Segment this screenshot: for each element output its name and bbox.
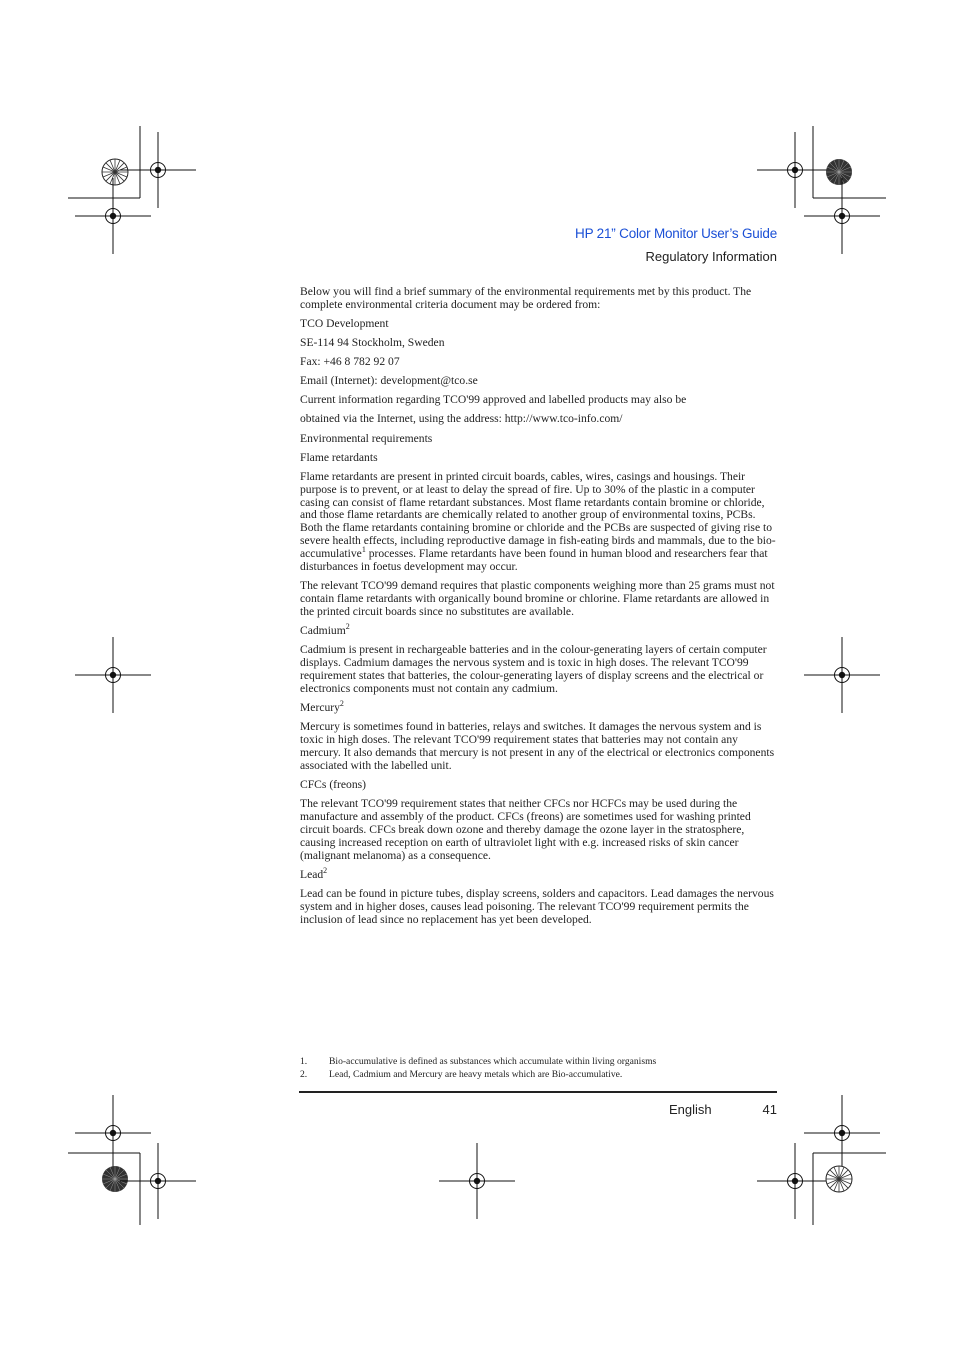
cadmium-paragraph: Cadmium is present in rechargeable batteries and in the colour-generating layers of certain computer displays. Cadmium damages the nervous system and is toxic in high doses. The relevant TCO'99 requirement states that batteries, the colour-generating layers of display screens and the electrical or electronics components must not contain any cadmium. (300, 643, 767, 695)
current-info-line-1: Current information regarding TCO'99 approved and labelled products may also be (300, 393, 687, 407)
footnote-number: 1. (300, 1056, 308, 1067)
flame-retardants-paragraph (300, 471, 777, 574)
flame-text-a: Flame retardants are present in printed circuit boards, cables, wires, casings and housings. Their purpose is to prevent, or at least to delay the spread of fire. Up to 30% of the plastic in a computer casing can consist of flame retardant substances. Most flame retardants contain bromine or chloride, and those flame retardants are chemically related to another group of environmental toxins, PCBs. Both the flame retardants containing bromine or chloride and the PCBs are suspected of giving rise to severe health effects, including reproductive damage in fish-eating birds and mammals, due to the bio-accumulative (300, 469, 776, 561)
footnote-ref-2: 2 (323, 865, 328, 875)
flame-text-b: processes. Flame retardants have been found in human blood and researchers fear that disturbances in foetus development may occur. (300, 547, 768, 574)
footer-rule (299, 1091, 777, 1093)
footnote-ref-2: 2 (339, 699, 344, 708)
running-header-title: HP 21” Color Monitor User’s Guide (575, 226, 777, 241)
lead-paragraph: Lead can be found in picture tubes, display screens, solders and capacitors. Lead damages the nervous system and in higher doses, causes lead poisoning. The relevant TCO'99 requirement permits the inclusion of lead since no replacement has yet been developed. (300, 886, 774, 926)
email-address: Email (Internet): development@tco.se (300, 374, 478, 388)
footnote-text: Lead, Cadmium and Mercury are heavy metals which are Bio-accumulative. (329, 1069, 623, 1080)
environmental-requirements-heading: Environmental requirements (300, 431, 433, 445)
flame-demand-paragraph: The relevant TCO'99 demand requires that plastic components weighing more than 25 grams must not contain flame retardants with organically bound bromine or chlorine. Flame retardants are allowed in the printed circuit boards since no substitutes are available. (300, 579, 775, 618)
current-info-line-2: obtained via the Internet, using the address: http://www.tco-info.com/ (300, 412, 623, 426)
footer-language: English (669, 1102, 712, 1117)
footnote-item (300, 1055, 777, 1068)
cadmium-heading-text: Cadmium (300, 624, 346, 638)
mercury-heading-text: Mercury (300, 701, 340, 714)
footnotes (300, 1055, 777, 1081)
fax-number: Fax: +46 8 782 92 07 (300, 355, 400, 369)
lead-heading (300, 865, 777, 882)
address-org: TCO Development (300, 317, 389, 330)
mercury-heading (300, 699, 777, 715)
main-content (300, 286, 777, 933)
flame-retardants-heading: Flame retardants (300, 450, 378, 464)
footnote-item (300, 1068, 777, 1081)
address-city: SE-114 94 Stockholm, Sweden (300, 336, 445, 350)
cfc-heading: CFCs (freons) (300, 777, 367, 791)
footnote-ref-2: 2 (345, 622, 350, 632)
page-number: 41 (762, 1102, 777, 1117)
footnote-number: 2. (300, 1069, 308, 1080)
footnote-ref-1: 1 (361, 545, 366, 555)
running-header-section: Regulatory Information (645, 249, 777, 264)
cfc-paragraph: The relevant TCO'99 requirement states that neither CFCs nor HCFCs may be used during the manufacture and assembly of the product. CFCs (freons) are sometimes used for washing printed circuit boards. CFCs break down ozone and thereby damage the ozone layer in the stratosphere, causing increased reception on earth of ultraviolet light with e.g. increased risks of skin cancer (malignant melanoma) as a consequence. (300, 797, 751, 862)
mercury-paragraph: Mercury is sometimes found in batteries, relays and switches. It damages the nervous system and is toxic in high doses. The relevant TCO'99 requirement states that batteries may not contain any mercury. It also demands that mercury is not present in any of the electrical or electronics components associated with the labelled unit. (300, 720, 775, 772)
footnote-text: Bio-accumulative is defined as substances which accumulate within living organisms (329, 1056, 657, 1067)
cadmium-heading (300, 622, 777, 638)
intro-paragraph: Below you will find a brief summary of the environmental requirements met by this product. The complete environmental criteria document may be ordered from: (300, 285, 752, 311)
lead-heading-text: Lead (300, 867, 324, 881)
